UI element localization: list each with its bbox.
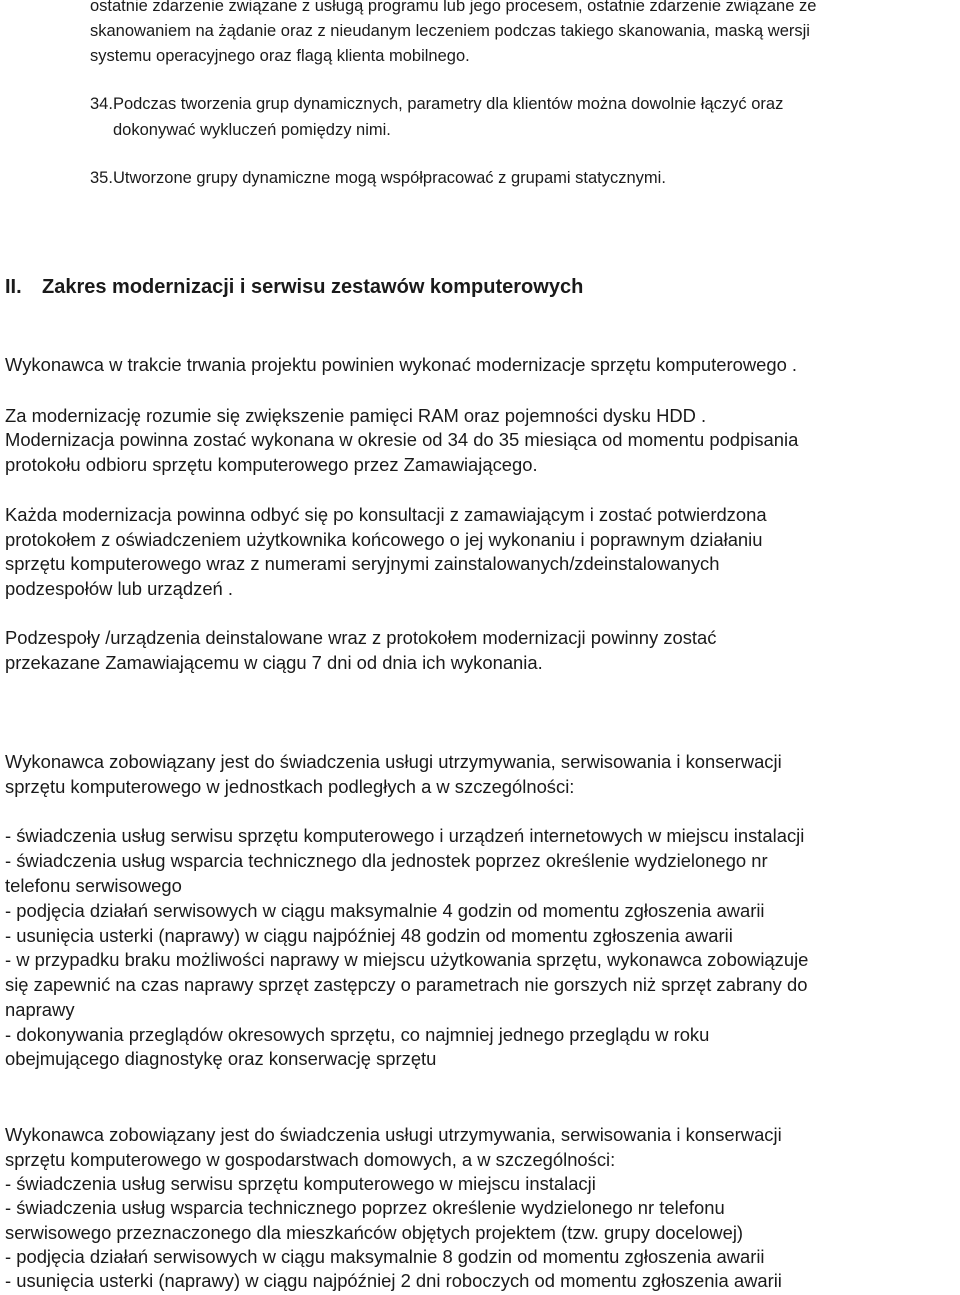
intro-line-1: ostatnie zdarzenie związane z usługą programu lub jego procesem, ostatnie zdarzenie związane ze: [90, 0, 817, 15]
list-line: - podjęcia działań serwisowych w ciągu maksymalnie 8 godzin od momentu zgłoszenia awarii: [5, 1246, 765, 1267]
list-line: - usunięcia usterki (naprawy) w ciągu najpóźniej 2 dni roboczych od momentu zgłoszenia awarii: [5, 1270, 782, 1291]
list-line: naprawy: [5, 999, 75, 1020]
section-number: II.: [5, 276, 22, 298]
paragraph-line: Każda modernizacja powinna odbyć się po konsultacji z zamawiającym i zostać potwierdzona: [5, 504, 767, 525]
list-item-34-cont: dokonywać wykluczeń pomiędzy nimi.: [113, 121, 391, 139]
list-item-number: 35.: [90, 169, 113, 187]
paragraph-line: Wykonawca w trakcie trwania projektu powinien wykonać modernizacje sprzętu komputerowego .: [5, 354, 798, 375]
paragraph-line: Wykonawca zobowiązany jest do świadczenia usługi utrzymywania, serwisowania i konserwacji: [5, 1124, 782, 1145]
list-item-text: Utworzone grupy dynamiczne mogą współpracować z grupami statycznymi.: [112, 169, 666, 187]
paragraph-line: sprzętu komputerowego w jednostkach podległych a w szczególności:: [5, 776, 575, 797]
section-title: Zakres modernizacji i serwisu zestawów komputerowych: [42, 276, 584, 298]
paragraph-line: sprzętu komputerowego w gospodarstwach domowych, a w szczególności:: [5, 1149, 616, 1170]
paragraph-line: Modernizacja powinna zostać wykonana w okresie od 34 do 35 miesiąca od momentu podpisania: [5, 429, 799, 450]
list-line: - podjęcia działań serwisowych w ciągu maksymalnie 4 godzin od momentu zgłoszenia awarii: [5, 900, 765, 921]
paragraph-line: protokołem z oświadczeniem użytkownika końcowego o jej wykonaniu i poprawnym działaniu: [5, 529, 763, 550]
list-line: - świadczenia usług serwisu sprzętu komputerowego i urządzeń internetowych w miejscu instalacji: [5, 825, 805, 846]
paragraph-line: Wykonawca zobowiązany jest do świadczenia usługi utrzymywania, serwisowania i konserwacji: [5, 751, 782, 772]
list-line: się zapewnić na czas naprawy sprzęt zastępczy o parametrach nie gorszych niż sprzęt zabrany do: [5, 974, 808, 995]
intro-line-3: systemu operacyjnego oraz flagą klienta mobilnego.: [90, 47, 470, 65]
paragraph-line: Podzespoły /urządzenia deinstalowane wraz z protokołem modernizacji powinny zostać: [5, 627, 717, 648]
list-line: - dokonywania przeglądów okresowych sprzętu, co najmniej jednego przeglądu w roku: [5, 1024, 710, 1045]
paragraph-line: protokołu odbioru sprzętu komputerowego przez Zamawiającego.: [5, 454, 538, 475]
section-heading: [5, 276, 583, 299]
list-line: telefonu serwisowego: [5, 875, 182, 896]
paragraph-line: podzespołów lub urządzeń .: [5, 578, 233, 599]
list-item-text: Podczas tworzenia grup dynamicznych, parametry dla klientów można dowolnie łączyć oraz: [112, 95, 784, 113]
list-line: - usunięcia usterki (naprawy) w ciągu najpóźniej 48 godzin od momentu zgłoszenia awarii: [5, 925, 733, 946]
paragraph-line: sprzętu komputerowego wraz z numerami seryjnymi zainstalowanych/zdeinstalowanych: [5, 553, 720, 574]
list-line: - świadczenia usług serwisu sprzętu komputerowego w miejscu instalacji: [5, 1173, 596, 1194]
list-item-number: 34.: [90, 95, 113, 113]
list-line: - świadczenia usług wsparcia technicznego dla jednostek poprzez określenie wydzielonego nr: [5, 850, 768, 871]
paragraph-line: przekazane Zamawiającemu w ciągu 7 dni od dnia ich wykonania.: [5, 652, 543, 673]
intro-line-2: skanowaniem na żądanie oraz z nieudanym leczeniem podczas takiego skanowania, maską wersji: [90, 22, 810, 40]
list-line: obejmującego diagnostykę oraz konserwację sprzętu: [5, 1048, 437, 1069]
list-line: - w przypadku braku możliwości naprawy w miejscu użytkowania sprzętu, wykonawca zobowiązuje: [5, 949, 809, 970]
list-item-34: [90, 95, 783, 114]
paragraph-line: Za modernizację rozumie się zwiększenie pamięci RAM oraz pojemności dysku HDD .: [5, 405, 707, 426]
list-line: - świadczenia usług wsparcia technicznego poprzez określenie wydzielonego nr telefonu: [5, 1197, 725, 1218]
list-line: serwisowego przeznaczonego dla mieszkańców objętych projektem (tzw. grupy docelowej): [5, 1222, 744, 1243]
list-item-35: [90, 169, 666, 188]
